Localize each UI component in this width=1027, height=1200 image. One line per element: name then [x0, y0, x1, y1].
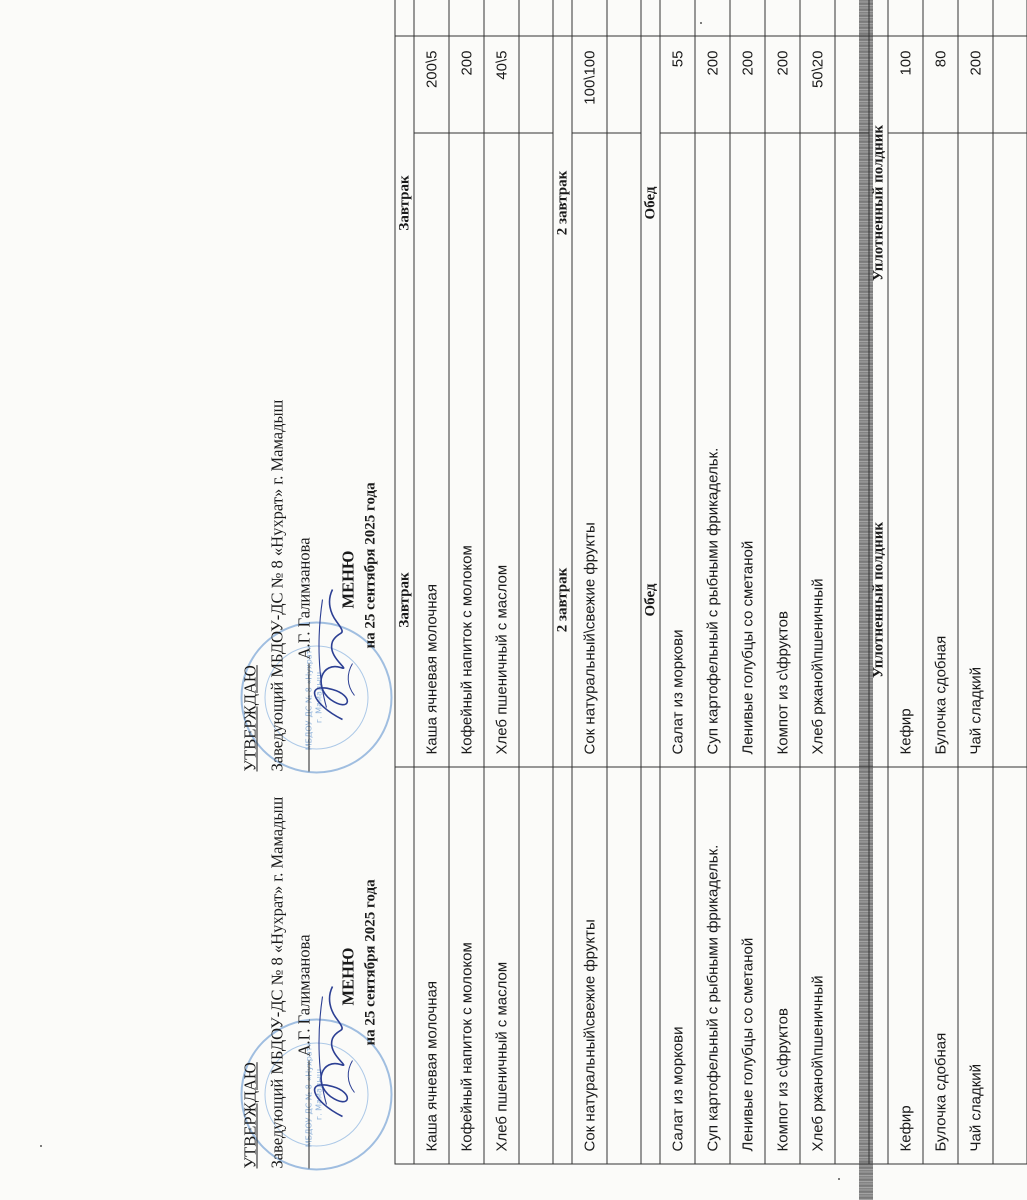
approval-signer: А.Г. Галимзанова: [294, 536, 313, 659]
approval-signer: А.Г. Галимзанова: [294, 933, 313, 1056]
dish-portion: 200: [730, 36, 765, 133]
dish-name: Сок натуральный\свежие фрукты: [572, 0, 607, 767]
section-title: Обед: [641, 36, 660, 1164]
dish-name: Компот из с\фруктов: [765, 133, 800, 1164]
dish-portion: 55: [660, 36, 695, 133]
spacer-cell: [607, 133, 641, 1164]
table-row: [660, 36, 695, 1164]
dish-name: Хлеб пшеничный с маслом: [484, 133, 519, 1164]
menu-date: на 25 сентября 2025 года: [362, 481, 378, 648]
section-title: Завтрак: [395, 0, 414, 767]
spacer-cell: [519, 36, 553, 133]
dish-portion: 200\5: [414, 36, 449, 133]
scan-dust: [838, 1178, 840, 1180]
menu-table-body: [395, 36, 1027, 1164]
table-row: [923, 36, 958, 1164]
table-row: [800, 36, 835, 1164]
dish-portion: 200: [765, 36, 800, 133]
spacer-row: [607, 36, 641, 1164]
table-row: [484, 36, 519, 1164]
dish-name: Чай сладкий: [958, 133, 993, 1164]
section-title: 2 завтрак: [553, 0, 572, 767]
dish-name: Сок натуральный\свежие фрукты: [572, 133, 607, 1164]
dish-name: Кефир: [888, 0, 923, 767]
table-row: [730, 36, 765, 1164]
menu-date: на 25 сентября 2025 года: [362, 878, 378, 1045]
section-title: Завтрак: [395, 36, 414, 1164]
table-row: [888, 36, 923, 1164]
dish-name: Ленивые голубцы со сметаной: [730, 0, 765, 767]
dish-name: Салат из моркови: [660, 133, 695, 1164]
dish-portion: 50\20: [800, 36, 835, 133]
section-title: Обед: [641, 0, 660, 767]
spacer-row: [993, 36, 1027, 1164]
dish-portion: 100\100: [572, 36, 607, 133]
approval-position: Заведующий МБДОУ-ДС № 8 «Нухрат» г. Мамадыш: [267, 796, 286, 1168]
spacer-row: [519, 36, 553, 1164]
section-row: [869, 36, 888, 1164]
table-row: [414, 36, 449, 1164]
table-row: [765, 36, 800, 1164]
approval-title: УТВЕРЖДАЮ: [240, 664, 259, 771]
dish-name: Каша ячневая молочная: [414, 133, 449, 1164]
stamp-text: МБДОУ-ДС № 8 «Нухрат» г. Мамадыш: [304, 1041, 323, 1147]
spacer-cell: [993, 133, 1027, 1164]
table-row: [572, 36, 607, 1164]
dish-name: Компот из с\фруктов: [765, 0, 800, 767]
spacer-cell: [519, 133, 553, 1164]
dish-name: Хлеб ржаной\пшеничный: [800, 0, 835, 767]
spacer-cell: [607, 36, 641, 133]
dish-name: Хлеб ржаной\пшеничный: [800, 133, 835, 1164]
scan-dust: [40, 1145, 42, 1147]
dish-portion: 200: [695, 36, 730, 133]
dish-name: Ленивые голубцы со сметаной: [730, 133, 765, 1164]
dish-name: Суп картофельный с рыбными фрикадельк.: [695, 0, 730, 767]
menu-title: МЕНЮ: [338, 947, 357, 1005]
dish-name: Суп картофельный с рыбными фрикадельк.: [695, 133, 730, 1164]
dish-portion: 200: [449, 36, 484, 133]
dish-portion: 200: [958, 36, 993, 133]
dish-name: Кофейный напиток с молоком: [449, 133, 484, 1164]
section-row: [395, 36, 414, 1164]
spacer-cell: [993, 36, 1027, 133]
menu-table: [394, 35, 1027, 1164]
dish-portion: 100: [888, 36, 923, 133]
section-row: [553, 36, 572, 1164]
approval-position: Заведующий МБДОУ-ДС № 8 «Нухрат» г. Мамадыш: [267, 399, 286, 771]
menu-title: МЕНЮ: [338, 550, 357, 608]
dish-name: Хлеб пшеничный с маслом: [484, 0, 519, 767]
table-row: [958, 36, 993, 1164]
spacer-cell: [835, 133, 869, 1164]
dish-name: Каша ячневая молочная: [414, 0, 449, 767]
dish-name: Булочка сдобная: [923, 0, 958, 767]
spacer-row: [835, 36, 869, 1164]
menu-copy-bottom: [234, 20, 984, 1180]
table-row: [695, 36, 730, 1164]
section-title: Уплотненный полдник: [869, 36, 888, 1164]
section-title: Уплотненный полдник: [869, 0, 888, 767]
stamp-text: МБДОУ-ДС № 8 «Нухрат» г. Мамадыш: [304, 644, 323, 750]
approval-title: УТВЕРЖДАЮ: [240, 1061, 259, 1168]
dish-name: Булочка сдобная: [923, 133, 958, 1164]
dish-name: Чай сладкий: [958, 0, 993, 767]
spacer-cell: [835, 36, 869, 133]
menu-header: [234, 20, 394, 1180]
table-row: [449, 36, 484, 1164]
dish-name: Кефир: [888, 133, 923, 1164]
dish-name: Кофейный напиток с молоком: [449, 0, 484, 767]
dish-name: Салат из моркови: [660, 0, 695, 767]
section-title: 2 завтрак: [553, 36, 572, 1164]
dish-portion: 40\5: [484, 36, 519, 133]
dish-portion: 80: [923, 36, 958, 133]
section-row: [641, 36, 660, 1164]
